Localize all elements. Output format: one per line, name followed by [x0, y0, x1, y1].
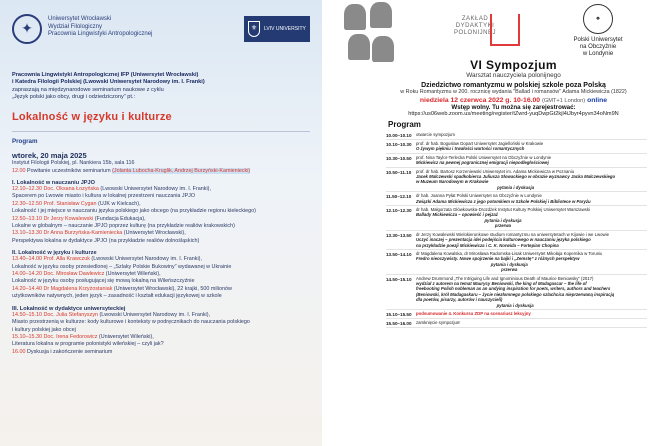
- row-line: pytania i dyskusja: [484, 217, 522, 223]
- program-row: [386, 140, 647, 154]
- session-text: (Uniwersytet Wileński),: [97, 333, 154, 340]
- program-line: [12, 293, 310, 300]
- session-time: 12.50–13.10: [12, 215, 44, 222]
- speaker-name: Prof. Stanisław Cygan: [43, 200, 97, 207]
- program-row: [386, 319, 647, 328]
- row-line: pytania i dyskusja: [497, 184, 535, 190]
- program-row: [386, 275, 647, 310]
- section-3-list: [12, 312, 310, 356]
- row-line: prof. Nina Taylor-Terlecka Polski Uniwersytet na Obczyźnie w Londynie: [416, 154, 552, 160]
- row-time: 13.50–14.10: [386, 251, 412, 257]
- session-time: 13.40–14.00: [12, 256, 44, 263]
- program-line: [12, 349, 310, 356]
- row-time: 11.50–12.10: [386, 194, 412, 200]
- program-line: [12, 256, 310, 263]
- program-line: [12, 341, 310, 348]
- row-description: [416, 251, 602, 273]
- registration-link[interactable]: https://us06web.zoom.us/meeting/register/tZwrd-yuqDwpGt2kjl4iJbyr4pyvn34oNm9N: [408, 111, 619, 117]
- row-description: [416, 193, 591, 204]
- row-time: 10.30–10.50: [386, 155, 412, 161]
- uw-name: Uniwersytet Wrocławski Wydział Filologiczny Pracownia Lingwistyki Antropologicznej: [48, 16, 153, 37]
- section-1-title: I. Lokalność w nauczaniu JPJO: [12, 180, 95, 186]
- portrait-image: [348, 34, 370, 60]
- right-header: [340, 0, 647, 58]
- eagle-seal-icon: ✦: [12, 14, 42, 44]
- program-row: [386, 154, 647, 168]
- left-poster: [0, 0, 322, 446]
- program-row: [386, 310, 647, 319]
- program-line: [12, 286, 310, 293]
- row-description: [416, 232, 609, 248]
- speaker-name: Doc. Julia Stefanyszyn: [43, 311, 99, 318]
- session-time: 13.10–13.30: [12, 230, 44, 237]
- session-text: Perspektywa lokalna w dydaktyce JPJO (na przykładzie realiów dolnośląskich): [12, 237, 200, 244]
- session-text: użytkowników natywnych, jeden język – zasadność i kształt edukacji językowej w szkole: [12, 293, 222, 300]
- opening-line: 12.00 Powitanie uczestników seminarium (Jolanta Lubocha-Kruglik, Andrzej Burzyński-Kamieniecki): [12, 167, 251, 174]
- row-line: Jacek Malczewski spadkobierca Juliusza Słowackiego w obrazie wyznawcy Jacka Malczewskiego: [416, 174, 616, 180]
- row-line: podsumowanie 4. Konkursu ZDP na scenariusz lekcyjny: [416, 310, 531, 316]
- speaker-name: Doc. Mirosław Dawlewicz: [43, 271, 105, 278]
- university-seal-icon: ❖: [583, 4, 613, 34]
- row-description: [416, 169, 615, 191]
- session-text: Lokalność w języku osoby posługującej się mową lokalną na Wileńszczyźnie: [12, 278, 195, 285]
- program-line: [12, 223, 310, 230]
- symposium-note: w Roku Romantyzmu w 200. rocznicę wydania "Ballad i romansów" Adama Mickiewicza (1822): [400, 89, 627, 95]
- program-line: [12, 327, 310, 334]
- seminar-title: Lokalność w języku i kulturze: [12, 111, 172, 124]
- program-line: [12, 271, 310, 278]
- portrait-image: [344, 4, 366, 30]
- program-line: [12, 264, 310, 271]
- row-time: 10.10–10.30: [386, 142, 412, 147]
- row-line: zamknięcie sympozjum: [416, 319, 461, 325]
- row-line: Związki Adama Mickiewicza z jego potomkiem w Szkole Polskiej i Bibliotece w Paryżu: [416, 198, 591, 204]
- session-text: (Uniwersytet Wrocławski),: [122, 230, 186, 237]
- venue: Instytut Filologii Polskiej, pl. Nankiera 15b, sala 116: [12, 160, 135, 167]
- program-line: [12, 193, 310, 200]
- row-line: freebooting Polish nobleman as an undying inspiration for poets, writers, authors and teachers: [416, 286, 611, 292]
- session-text: (Lwowski Uniwersytet Narodowy im. I. Franki),: [98, 186, 211, 192]
- section-1-list: [12, 186, 310, 245]
- row-line: pytania i dyskusja: [490, 261, 528, 267]
- divider: [12, 131, 310, 132]
- row-description: [416, 155, 551, 166]
- row-description: [416, 311, 531, 317]
- row-line: O żywym piękniu i trwałości wartości romantycznych: [416, 146, 525, 152]
- session-text: i kultury polskiej jako obcej: [12, 326, 76, 333]
- session-time: 15.10–15.30: [12, 333, 44, 340]
- row-line: Fredro nieoczywisty. Nowe spojrzenie na bajki i „Zemstę” z różnych perspektyw: [416, 256, 580, 262]
- symposium-date: niedziela 12 czerwca 2022 g. 10-16.00 (GMT+1 London) online: [419, 97, 608, 104]
- row-line: dr Magdalena Kowalska, dr Mirosława Radomska-Lisak Uniwersytet Mikołaja Kopernika w Toruniu: [416, 250, 603, 256]
- row-line: przerwa: [494, 223, 512, 229]
- section-3-title: III. Lokalność w dydaktyce uniwersyteckiej: [12, 305, 126, 312]
- seminar-date: wtorek, 20 maja 2025: [12, 151, 87, 161]
- portrait-image: [372, 36, 394, 62]
- section-2-list: [12, 256, 310, 300]
- lviv-university-logo: ⚜ LVIV UNIVERSITY: [244, 16, 310, 42]
- row-line: dla poetów, pisarzy, autorów i nauczycieli): [416, 297, 503, 303]
- left-header: [12, 8, 310, 60]
- program-line: [12, 312, 310, 319]
- row-line: przerwa: [501, 267, 518, 273]
- session-text: Lokalność w języku osoby przesiedlonej – „Szlaky Polskie Bukowiny” wydawanej w Ukrainie: [12, 263, 232, 270]
- program-line: [12, 278, 310, 285]
- session-text: (Lwowski Uniwersytet Narodowy im. I. Franki),: [89, 256, 202, 263]
- row-description: [416, 320, 460, 326]
- row-time: 13.30–13.50: [386, 232, 412, 238]
- program-row: [386, 250, 647, 275]
- symposium-heading: [380, 58, 647, 117]
- session-text: (Lwowski Uniwersytet Narodowy im. I. Franki),: [98, 311, 211, 318]
- row-description: [416, 276, 614, 308]
- row-line: dr Jerzy Kowalewski Wielokierunkowe studium romantyzmu na uniwersytetach w Kijowie i we Lwowie: [416, 231, 609, 237]
- row-line: na przykładzie poezji Mickiewicza i C. K. Norwida – Fortepian Chopina: [416, 242, 559, 248]
- session-time: 14.00–14.20: [12, 271, 44, 278]
- session-time: 12.30–12.50: [12, 200, 44, 207]
- zd-logo-text: ZAKŁAD DYDAKTYKI POLONIJNEJ: [453, 16, 496, 36]
- program-line: [12, 186, 310, 193]
- row-time: 15.50–16.00: [386, 320, 412, 326]
- program-line: [12, 238, 310, 245]
- session-text: (UJK w Kielcach),: [96, 200, 141, 207]
- program-row: [386, 206, 647, 231]
- row-line: otwarcie sympozjum: [416, 132, 455, 137]
- speaker-name: Dr Jerzy Kowalewski: [43, 215, 94, 222]
- session-text: Lokalne w globalnym – nauczanie JPJO poprzez kulturę (na przykładzie realiów krakowskich): [12, 223, 235, 230]
- program-line: [12, 201, 310, 208]
- row-line: prof. dr hab. Bartosz Korzeniewski Uniwersytet im. Adama Mickiewicza w Poznaniu: [416, 168, 575, 174]
- row-line: Uczyć inaczej – prezentacja idei podejścia kulturowego w nauczaniu języka polskiego: [416, 237, 591, 243]
- row-description: [416, 207, 590, 229]
- row-time: 15.10–15.50: [386, 311, 412, 317]
- speaker-name: Doc. Oksana Łozyńska: [43, 186, 99, 192]
- row-description: [416, 141, 543, 152]
- program-line: [12, 216, 310, 223]
- row-time: 10.00–10.10: [386, 133, 412, 138]
- right-poster: [334, 0, 653, 446]
- session-time: 16.00: [12, 348, 27, 355]
- invitation-text: Pracownia Lingwistyki Antropologicznej IFP (Uniwersytet Wrocławski) i Katedra Filologii Polskiej (Lwowski Uniwersytet Narodowy im. I. Franki) zapraszają na międzynarodowe seminarium naukowe z cyklu „Język polski jako obcy, drugi i odziedziczony” pt.:: [12, 72, 205, 100]
- row-line: (Beniowski, król Madagaskaru – życie niezłomnego polskiego szlachcica nieprzerwaną inspiracją: [416, 291, 615, 297]
- session-text: Dyskusja i zakończenie seminarium: [27, 348, 113, 355]
- speaker-name: Dr Anna Burzyńska-Kamieniecka: [43, 230, 123, 237]
- row-line: prof. dr hab. Bogusław Dopart Uniwersytet Jagielloński w Krakowie: [416, 141, 544, 146]
- row-line: pytania i dyskusja: [496, 302, 534, 308]
- symposium-topic: Dziedzictwo romantyzmu w polskiej szkole poza Polską: [421, 82, 606, 89]
- row-line: w Muzeum Narodowym w Krakowie: [416, 179, 489, 185]
- registration-text: Wstęp wolny. Tu można się zarejestrować:: [451, 104, 576, 111]
- program-line: [12, 230, 310, 237]
- program-rows: [386, 131, 647, 328]
- shield-icon: ⚜: [248, 21, 260, 37]
- program-heading: Program: [388, 120, 421, 129]
- portrait-column: [340, 0, 398, 200]
- session-text: Miasto przestrzenią w kulturze: kody kulturowe i konteksty w podręcznikach do nauczania polskiego: [12, 319, 250, 326]
- session-text: Literatura lokalna w programie polonistyki wileńskiej – czyli jak?: [12, 341, 164, 348]
- session-text: (Fundacja Edukacja),: [93, 215, 146, 222]
- session-time: 14.50–15.10: [12, 311, 44, 318]
- speaker-name: Doc. Irena Fedorowicz: [43, 333, 98, 340]
- row-line: wydział z autorem na temat Maurycy Beniowski, the king of Madagascar – the life of: [416, 280, 587, 286]
- row-line: Andrew Drummond „The Intriguing Life and Ignominious Death of Maurice Beniowsky” (2017): [416, 275, 594, 281]
- program-label: Program: [12, 138, 38, 146]
- section-2-title: II. Lokalność w języku i kulturze: [12, 250, 97, 257]
- row-time: 12.10–12.30: [386, 208, 412, 214]
- program-line: [12, 334, 310, 341]
- row-description: [416, 132, 455, 138]
- row-line: Mickiewicz na pewnej pogranicznej emigracji niepodległościowej: [416, 160, 549, 166]
- session-text: Spacerem po Lwowie miasto i kultura w lokalnej przestrzeni nauczania JPJO: [12, 193, 196, 200]
- session-text: (Uniwersytet Wrocławski), 22 krajki, 500 milionów: [112, 285, 232, 292]
- symposium-subtitle: Warsztat nauczyciela polonijnego: [466, 72, 561, 79]
- row-line: dr hab. Joanna Pyłat Polski Uniwersytet na Obczyźnie w Londynie: [416, 193, 542, 199]
- pul-logo: ❖ Polski Uniwersytet na Obczyźnie w Londynie: [553, 4, 643, 58]
- session-time: 12.10–12.30: [12, 186, 44, 192]
- program-row: [386, 131, 647, 140]
- session-time: 14.20–14.40: [12, 285, 44, 292]
- program-row: [386, 231, 647, 250]
- program-line: [12, 208, 310, 215]
- row-time: 10.50–11.10: [386, 169, 412, 175]
- program-row: [386, 168, 647, 193]
- row-time: 14.50–15.10: [386, 276, 412, 282]
- speaker-name: Dr Magdalena Krzyżostaniak: [43, 285, 113, 292]
- row-line: dr hab. Małgorzata Główkowska-Drozdżek Instytut Kultury Polskiej Uniwersytet Warszawski: [416, 207, 590, 213]
- portrait-image: [370, 2, 392, 28]
- row-line: Ballady Mickiewicza – opowieść i pejzaż: [416, 212, 498, 218]
- zd-logo-mark: [490, 14, 520, 46]
- session-text: (Uniwersytet Wileński),: [104, 271, 161, 278]
- symposium-title: VI Sympozjum: [470, 58, 557, 72]
- session-text: Lokalność i jej miejsce w nauczaniu języka polskiego jako obcego (na przykładzie regionu kieleckiego): [12, 208, 256, 215]
- speaker-name: Prof. Alla Krawczuk: [43, 256, 90, 263]
- program-row: [386, 192, 647, 206]
- program-line: [12, 319, 310, 326]
